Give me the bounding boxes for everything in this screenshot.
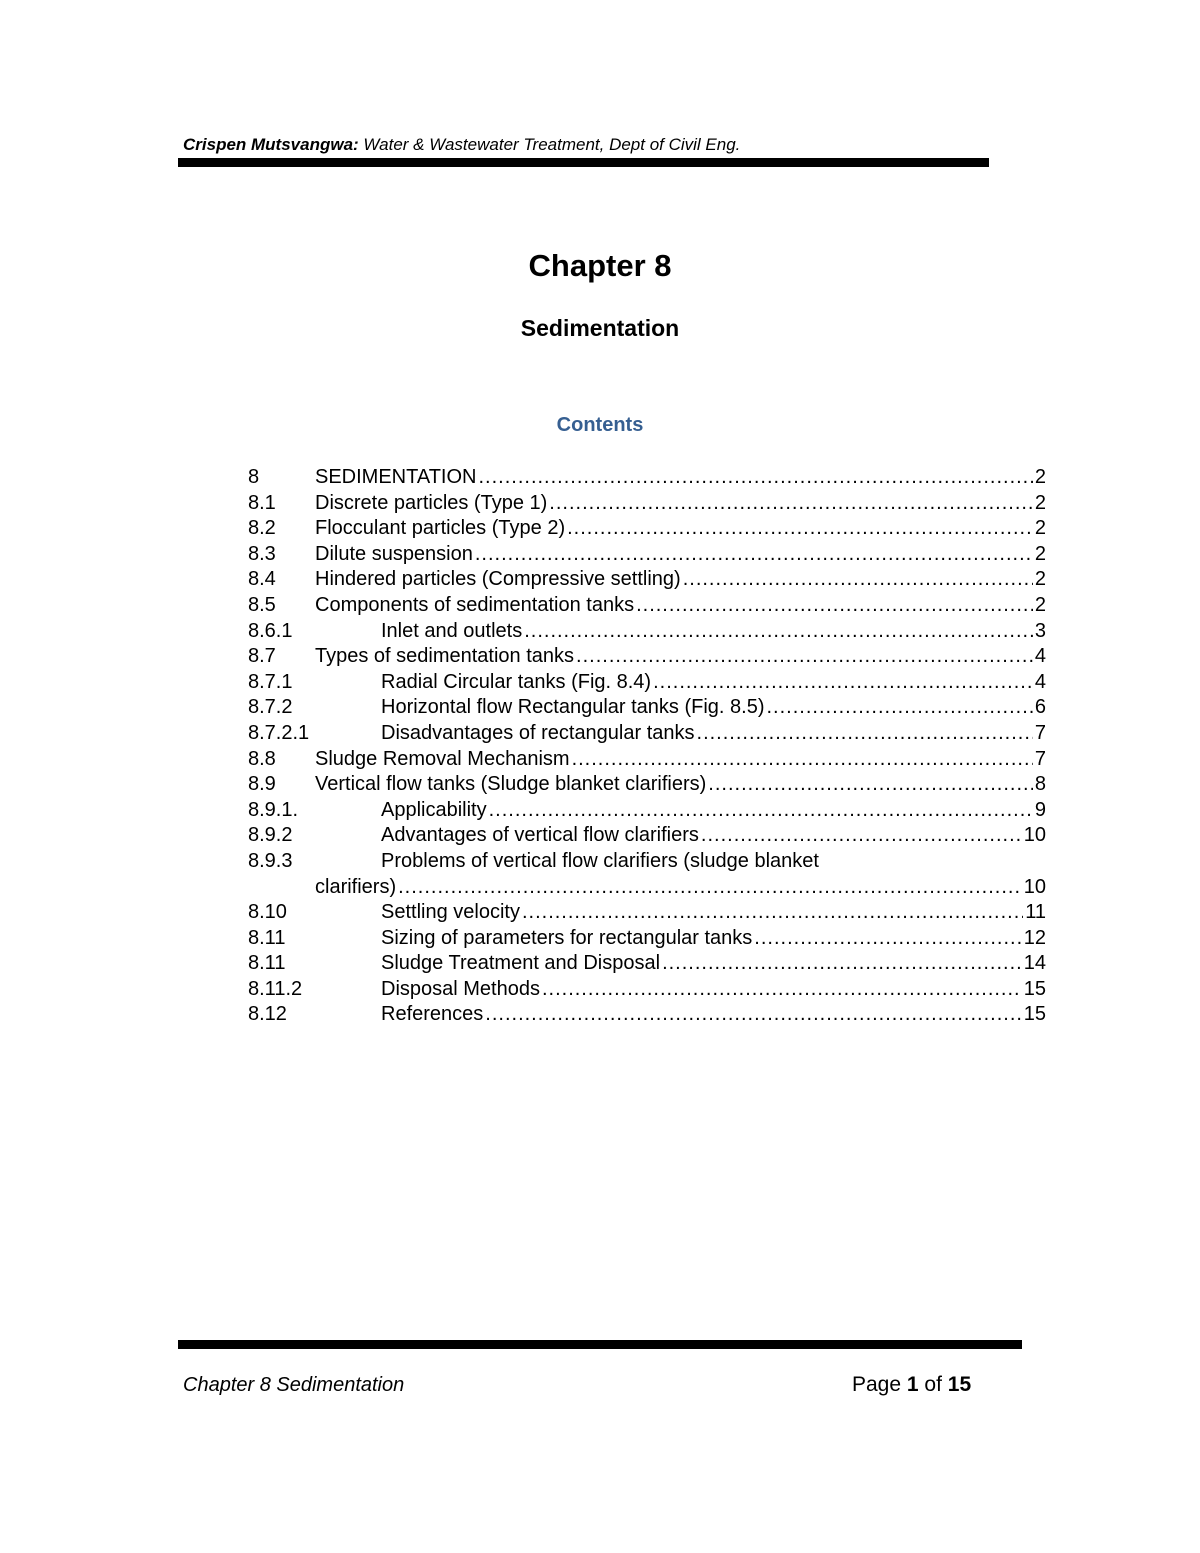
toc-entry[interactable]: [248, 849, 1046, 875]
toc-entry-title: Flocculant particles (Type 2): [315, 517, 566, 540]
footer-rule: [178, 1340, 1022, 1349]
toc-entry-number: 8.11: [248, 952, 286, 975]
toc-entry-number: 8.7.2: [248, 696, 293, 719]
toc-entry-page: 2: [1034, 593, 1046, 616]
toc-entry[interactable]: [248, 1002, 1046, 1028]
toc-entry[interactable]: [248, 542, 1046, 568]
toc-entry-title: Problems of vertical flow clarifiers (sludge blanket: [381, 849, 819, 872]
toc-entry[interactable]: [248, 721, 1046, 747]
header-rule: [178, 158, 989, 167]
header-author: Crispen Mutsvangwa:: [183, 135, 359, 154]
toc-leader-dots: [708, 772, 1033, 798]
toc-leader-dots: [767, 695, 1033, 721]
toc-entry-number: 8.12: [248, 1003, 287, 1026]
toc-entry-number: 8.3: [248, 542, 276, 565]
toc-entry-number: 8.1: [248, 491, 276, 514]
toc-entry-page: 9: [1034, 798, 1046, 821]
toc-entry-page: 8: [1034, 773, 1046, 796]
toc-entry-page: 2: [1034, 466, 1046, 488]
toc-leader-dots: [489, 798, 1033, 824]
toc-entry-page: 12: [1023, 926, 1046, 949]
toc-entry-title: Sludge Removal Mechanism: [315, 747, 570, 770]
toc-entry-page: 11: [1025, 901, 1046, 924]
toc-entry-number: 8.9.1.: [248, 798, 299, 821]
toc-entry-page: 4: [1034, 670, 1046, 693]
toc-entry-title: Sludge Treatment and Disposal: [381, 952, 661, 975]
toc-entry-title: Types of sedimentation tanks: [315, 645, 575, 668]
toc-entry-page: 2: [1034, 517, 1046, 540]
toc-entry-page: 15: [1023, 1003, 1046, 1026]
toc-entry[interactable]: [248, 926, 1046, 952]
toc-entry-number: 8.8: [248, 747, 276, 770]
toc-entry[interactable]: [248, 593, 1046, 619]
toc-entry[interactable]: [248, 900, 1046, 926]
toc-leader-dots: [754, 926, 1021, 952]
toc-leader-dots: [636, 593, 1033, 619]
toc-entry[interactable]: [248, 747, 1046, 773]
toc-entry[interactable]: [248, 491, 1046, 517]
toc-entry-continuation[interactable]: [248, 875, 1046, 901]
toc-entry-page: 10: [1023, 824, 1046, 847]
toc-entry-page: 3: [1034, 619, 1046, 642]
footer-page-number: [852, 1373, 971, 1397]
toc-leader-dots: [653, 670, 1033, 696]
toc-entry-title: Components of sedimentation tanks: [315, 593, 635, 616]
footer-page-label: Page: [852, 1373, 907, 1396]
toc-entry-title: Vertical flow tanks (Sludge blanket clarifiers): [315, 773, 707, 796]
toc-leader-dots: [572, 747, 1033, 773]
toc-entry-title: Discrete particles (Type 1): [315, 491, 548, 514]
footer-page-total: 15: [947, 1373, 972, 1396]
table-of-contents: [248, 465, 1046, 1028]
toc-entry-title: Radial Circular tanks (Fig. 8.4): [381, 670, 652, 693]
toc-entry[interactable]: [248, 670, 1046, 696]
toc-entry-title: Sizing of parameters for rectangular tanks: [381, 926, 753, 949]
footer-chapter: Chapter 8 Sedimentation: [183, 1374, 405, 1396]
toc-entry[interactable]: [248, 823, 1046, 849]
toc-entry-title: Settling velocity: [381, 901, 520, 924]
toc-entry-page: 6: [1034, 696, 1046, 719]
toc-entry-title: Dilute suspension: [315, 542, 473, 565]
toc-entry-page: 7: [1034, 747, 1046, 770]
footer-page-current: 1: [906, 1373, 919, 1396]
toc-entry-number: 8.11: [248, 926, 286, 949]
toc-entry-title: Inlet and outlets: [381, 619, 523, 642]
toc-entry-number: 8.11.2: [248, 977, 303, 1000]
toc-entry-number: 8.9.2: [248, 824, 293, 847]
running-header: [183, 135, 740, 155]
toc-entry-title: Disposal Methods: [381, 977, 540, 1000]
toc-entry-title: Horizontal flow Rectangular tanks (Fig. 8.5): [381, 696, 765, 719]
toc-entry[interactable]: [248, 977, 1046, 1003]
toc-leader-dots: [542, 977, 1022, 1003]
toc-entry-number: 8.9.3: [248, 849, 293, 872]
toc-leader-dots: [475, 542, 1033, 568]
toc-entry-page: 2: [1034, 568, 1046, 591]
toc-leader-dots: [524, 619, 1033, 645]
toc-leader-dots: [549, 491, 1033, 517]
toc-entry-number: 8.2: [248, 517, 276, 540]
chapter-subtitle: Sedimentation: [520, 315, 680, 341]
toc-entry-number: 8.5: [248, 593, 276, 616]
toc-entry-title: Applicability: [381, 798, 487, 821]
toc-entry-number: 8.9: [248, 773, 276, 796]
toc-entry-page: 2: [1034, 491, 1046, 514]
toc-entry-number: 8: [248, 466, 260, 488]
toc-leader-dots: [522, 900, 1023, 926]
toc-entry-number: 8.4: [248, 568, 276, 591]
toc-entry[interactable]: [248, 951, 1046, 977]
toc-leader-dots: [398, 875, 1022, 901]
toc-entry[interactable]: [248, 644, 1046, 670]
toc-entry-title: Hindered particles (Compressive settling): [315, 568, 681, 591]
header-course: Water & Wastewater Treatment, Dept of Civil Eng.: [358, 135, 741, 154]
toc-entry-number: 8.7: [248, 645, 276, 668]
chapter-title: Chapter 8: [528, 248, 672, 283]
toc-entry[interactable]: [248, 798, 1046, 824]
toc-entry-title: References: [381, 1003, 484, 1026]
toc-entry-title: Advantages of vertical flow clarifiers: [381, 824, 699, 847]
contents-heading: Contents: [556, 414, 644, 436]
toc-entry-page: 14: [1023, 952, 1046, 975]
toc-entry-page: 15: [1023, 977, 1046, 1000]
toc-entry[interactable]: [248, 695, 1046, 721]
toc-leader-dots: [683, 567, 1033, 593]
toc-entry[interactable]: [248, 516, 1046, 542]
toc-entry-number: 8.6.1: [248, 619, 293, 642]
toc-leader-dots: [478, 465, 1032, 491]
toc-entry-title: SEDIMENTATION: [315, 466, 477, 488]
toc-leader-dots: [697, 721, 1033, 747]
toc-entry[interactable]: [248, 567, 1046, 593]
toc-entry[interactable]: [248, 619, 1046, 645]
toc-entry-number: 8.7.2.1: [248, 721, 310, 744]
toc-leader-dots: [701, 823, 1022, 849]
toc-leader-dots: [662, 951, 1022, 977]
toc-entry-title: Disadvantages of rectangular tanks: [381, 721, 695, 744]
toc-entry-number: 8.7.1: [248, 670, 293, 693]
toc-entry[interactable]: [248, 772, 1046, 798]
toc-leader-dots: [485, 1002, 1021, 1028]
toc-entry-page: 2: [1034, 542, 1046, 565]
toc-entry-title-continuation: clarifiers): [315, 875, 397, 898]
toc-entry-page: 7: [1034, 721, 1046, 744]
toc-leader-dots: [576, 644, 1033, 670]
toc-entry-page: 4: [1034, 645, 1046, 668]
footer-page-of: of: [918, 1373, 948, 1396]
toc-leader-dots: [567, 516, 1033, 542]
toc-entry-page: 10: [1023, 875, 1046, 898]
toc-entry[interactable]: [248, 465, 1046, 491]
toc-entry-number: 8.10: [248, 901, 287, 924]
